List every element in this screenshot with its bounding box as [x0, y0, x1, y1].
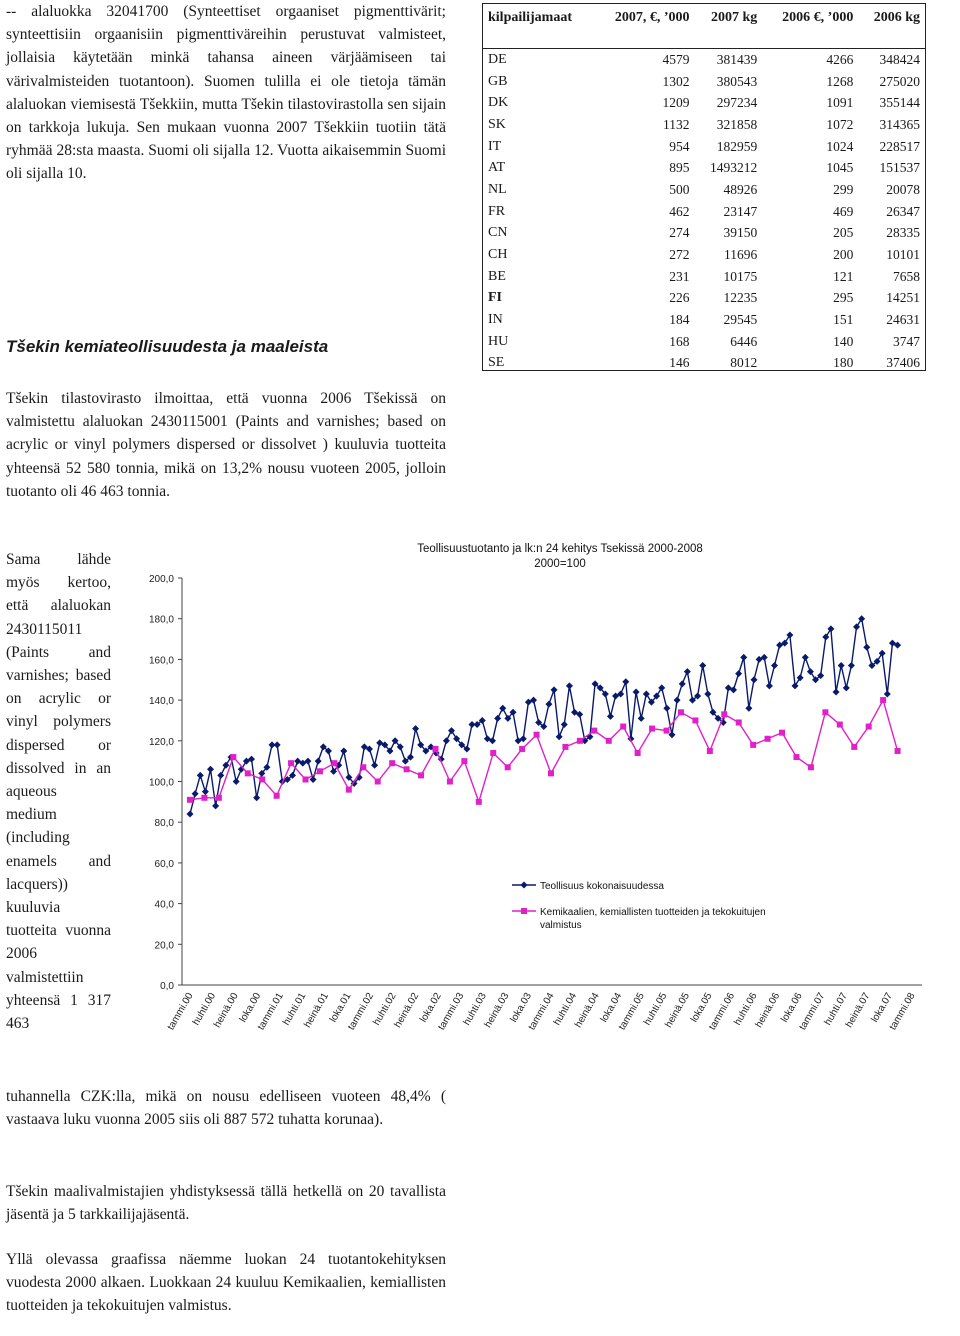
- table-cell-value: 299: [833, 181, 854, 197]
- x-tick-label: huhti.03: [461, 991, 489, 1028]
- y-tick-label: 60,0: [154, 858, 174, 870]
- table-cell-value: 12235: [723, 290, 758, 306]
- series-point-industry: [786, 631, 793, 638]
- table-cell-value: 297234: [716, 95, 758, 111]
- series-point-chemicals: [591, 728, 597, 734]
- table-cell-value: 1091: [826, 95, 854, 111]
- x-tick-label: loka.02: [418, 991, 444, 1025]
- table-cell-value: 1045: [826, 160, 854, 176]
- table-cell-value: 140: [833, 333, 854, 349]
- series-point-chemicals: [620, 724, 626, 730]
- table-cell-value: 7658: [893, 268, 920, 284]
- legend-label-industry: Teollisuus kokonaisuudessa: [540, 881, 664, 892]
- table-cell-value: 381439: [716, 51, 758, 67]
- table-header-row: [483, 4, 925, 49]
- series-point-chemicals: [866, 724, 872, 730]
- x-tick-label: heinä.02: [392, 991, 422, 1030]
- series-point-industry: [192, 790, 199, 797]
- series-point-industry: [607, 713, 614, 720]
- series-point-industry: [853, 623, 860, 630]
- table-row: [483, 136, 925, 158]
- x-tick-label: loka.01: [327, 991, 354, 1025]
- series-point-industry: [766, 682, 773, 689]
- table-cell-value: 10101: [886, 247, 920, 263]
- table-cell-value: 1024: [826, 138, 854, 154]
- table-cell-value: 146: [669, 355, 690, 371]
- table-cell-value: 20078: [886, 181, 920, 197]
- series-point-chemicals: [765, 736, 771, 742]
- series-point-industry: [556, 733, 563, 740]
- series-point-industry: [222, 762, 229, 769]
- x-tick-label: huhti.00: [190, 991, 219, 1028]
- table-row: [483, 353, 925, 375]
- series-point-industry: [750, 676, 757, 683]
- series-point-chemicals: [519, 746, 525, 752]
- x-tick-label: tammi.01: [255, 991, 286, 1033]
- chart-subtitle: 2000=100: [534, 558, 586, 570]
- series-point-industry: [674, 697, 681, 704]
- table-row: [483, 114, 925, 136]
- series-point-chemicals: [736, 719, 742, 725]
- table-row: [483, 49, 925, 71]
- series-point-industry: [792, 682, 799, 689]
- table-cell-value: 14251: [886, 290, 920, 306]
- table-cell-country: DK: [488, 95, 509, 111]
- x-tick-label: loka.03: [508, 991, 535, 1025]
- series-point-industry: [187, 811, 194, 818]
- table-body: [483, 49, 925, 375]
- series-point-industry: [217, 772, 224, 779]
- x-tick-label: tammi.00: [165, 991, 196, 1033]
- series-point-industry: [807, 668, 814, 675]
- series-point-industry: [643, 690, 650, 697]
- table-cell-value: 469: [833, 203, 854, 219]
- series-point-chemicals: [664, 728, 670, 734]
- x-tick-label: huhti.06: [732, 991, 760, 1028]
- series-point-industry: [638, 715, 645, 722]
- series-point-industry: [448, 727, 455, 734]
- series-point-industry: [879, 650, 886, 657]
- table-cell-country: AT: [488, 160, 506, 176]
- table-cell-value: 1268: [826, 73, 854, 89]
- series-point-chemicals: [606, 738, 612, 744]
- table-cell-country: SE: [488, 355, 505, 371]
- table-cell-value: 355144: [879, 95, 920, 111]
- series-point-chemicals: [360, 764, 366, 770]
- series-point-industry: [233, 778, 240, 785]
- series-point-chemicals: [432, 746, 438, 752]
- table-cell-value: 205: [833, 225, 854, 241]
- series-point-industry: [545, 701, 552, 708]
- y-tick-label: 200,0: [148, 574, 174, 585]
- series-point-industry: [684, 668, 691, 675]
- series-point-chemicals: [707, 748, 713, 754]
- y-tick-label: 140,0: [148, 696, 174, 708]
- section-heading: Tšekin kemiateollisuudesta ja maaleista: [6, 337, 329, 356]
- series-point-chemicals: [274, 793, 280, 799]
- series-point-chemicals: [288, 760, 294, 766]
- series-point-industry: [412, 725, 419, 732]
- table-cell-value: 182959: [716, 138, 758, 154]
- chart-svg: [140, 530, 930, 1050]
- series-point-chemicals: [649, 726, 655, 732]
- legend-marker-chemicals: [521, 908, 527, 914]
- x-tick-label: loka.04: [598, 991, 625, 1025]
- chart-description-paragraph: Yllä olevassa graafissa näemme luokan 24 tuotantokehityksen vuodesta 2000 alkaen. Luokkaan 24 kuuluu Kemikaalien, kemiallisten tuotteiden ja tekokuitujen valmistus.: [6, 1251, 446, 1315]
- series-point-industry: [658, 684, 665, 691]
- header-2006-kg: 2006 kg: [858, 4, 925, 49]
- series-point-chemicals: [230, 754, 236, 760]
- table-cell-value: 231: [669, 268, 690, 284]
- table-cell-value: 275020: [879, 73, 920, 89]
- series-point-chemicals: [822, 709, 828, 715]
- table-cell-value: 954: [669, 138, 690, 154]
- x-tick-label: loka.06: [779, 991, 805, 1025]
- table-cell-value: 314365: [879, 116, 920, 132]
- series-point-chemicals: [534, 732, 540, 738]
- table-cell-value: 200: [833, 247, 854, 263]
- x-tick-label: huhti.04: [551, 991, 580, 1028]
- table-cell-value: 895: [669, 160, 690, 176]
- table-cell-value: 1493212: [710, 160, 758, 176]
- table-cell-country: HU: [488, 333, 509, 349]
- table-row: [483, 331, 925, 353]
- series-point-industry: [566, 682, 573, 689]
- x-tick-label: tammi.07: [797, 991, 828, 1033]
- series-point-industry: [622, 678, 629, 685]
- series-point-chemicals: [851, 744, 857, 750]
- series-point-chemicals: [548, 770, 554, 776]
- table-cell-country: FR: [488, 203, 506, 219]
- series-point-chemicals: [476, 799, 482, 805]
- series-point-industry: [633, 688, 640, 695]
- table-cell-country: BE: [488, 268, 506, 284]
- x-tick-label: tammi.05: [616, 991, 647, 1033]
- series-point-chemicals: [447, 779, 453, 785]
- y-tick-label: 0,0: [160, 981, 174, 992]
- table-cell-value: 121: [833, 268, 854, 284]
- series-point-industry: [551, 686, 558, 693]
- table-row: [483, 244, 925, 266]
- series-point-chemicals: [389, 760, 395, 766]
- x-tick-label: loka.05: [688, 991, 715, 1025]
- y-tick-label: 20,0: [154, 940, 174, 952]
- series-point-chemicals: [331, 760, 337, 766]
- series-point-chemicals: [259, 776, 265, 782]
- table-cell-country: DE: [488, 51, 507, 67]
- series-point-industry: [253, 794, 260, 801]
- series-point-chemicals: [895, 748, 901, 754]
- series-point-industry: [848, 662, 855, 669]
- series-point-industry: [197, 772, 204, 779]
- y-tick-label: 80,0: [154, 818, 174, 830]
- series-point-industry: [202, 788, 209, 795]
- x-tick-label: loka.07: [869, 991, 896, 1025]
- table-cell-value: 8012: [730, 355, 758, 371]
- series-point-industry: [371, 762, 378, 769]
- table-row: [483, 201, 925, 223]
- header-2007-kg: 2007 kg: [695, 4, 763, 49]
- series-point-chemicals: [346, 787, 352, 793]
- table-cell-value: 184: [669, 312, 690, 328]
- series-point-industry: [315, 758, 322, 765]
- table-row: [483, 288, 925, 310]
- table-cell-value: 39150: [723, 225, 758, 241]
- x-tick-label: huhti.02: [371, 991, 399, 1028]
- production-paragraph: Tšekin tilastovirasto ilmoittaa, että vuonna 2006 Tšekissä on valmistettu alaluokan 2430115001 (Paints and varnishes; based on acrylic or vinyl polymers dispersed or dissolvet ) kuuluvia tuotteita yhteensä 52 580 tonnia, mikä on 13,2% nousu vuoteen 2005, jolloin tuotanto oli 46 463 tonnia.: [6, 390, 446, 500]
- series-point-industry: [884, 690, 891, 697]
- series-point-industry: [745, 705, 752, 712]
- series-point-chemicals: [375, 779, 381, 785]
- table-cell-value: 23147: [723, 203, 758, 219]
- legend-label-chemicals: Kemikaalien, kemiallisten tuotteiden ja tekokuitujen: [540, 907, 766, 918]
- table-row: [483, 309, 925, 331]
- table-row: [483, 223, 925, 245]
- series-point-chemicals: [505, 764, 511, 770]
- competitor-table: [483, 4, 925, 374]
- table-cell-value: 151537: [879, 160, 920, 176]
- series-point-industry: [663, 705, 670, 712]
- table-cell-country: IT: [488, 138, 502, 154]
- x-tick-label: tammi.04: [526, 991, 557, 1033]
- table-row: [483, 157, 925, 179]
- table-cell-value: 1132: [663, 116, 690, 132]
- series-point-industry: [699, 662, 706, 669]
- series-point-industry: [207, 766, 214, 773]
- table-cell-value: 180: [833, 355, 854, 371]
- series-point-industry: [212, 802, 219, 809]
- table-cell-value: 228517: [879, 138, 920, 154]
- series-point-chemicals: [880, 697, 886, 703]
- production-chart: [140, 530, 930, 1050]
- series-point-industry: [274, 741, 281, 748]
- table-cell-value: 274: [669, 225, 690, 241]
- series-point-industry: [499, 705, 506, 712]
- series-point-chemicals: [303, 776, 309, 782]
- chart-title: Teollisuustuotanto ja lk:n 24 kehitys Tsekissä 2000-2008: [417, 543, 703, 555]
- table-cell-value: 10175: [723, 268, 758, 284]
- series-point-chemicals: [490, 750, 496, 756]
- competitor-table-box: [482, 3, 926, 371]
- series-point-industry: [340, 747, 347, 754]
- series-point-industry: [802, 654, 809, 661]
- table-cell-value: 226: [669, 290, 690, 306]
- table-cell-value: 348424: [879, 51, 920, 67]
- series-point-industry: [827, 625, 834, 632]
- series-point-industry: [858, 615, 865, 622]
- y-tick-label: 100,0: [148, 777, 174, 789]
- association-paragraph: Tšekin maalivalmistajien yhdistyksessä tällä hetkellä on 20 tavallista jäsentä ja 5 tarkkailijajäsentä.: [6, 1183, 446, 1224]
- y-tick-label: 40,0: [154, 899, 174, 911]
- series-point-chemicals: [461, 758, 467, 764]
- series-point-chemicals: [692, 717, 698, 723]
- table-cell-value: 462: [669, 203, 690, 219]
- x-tick-label: huhti.01: [281, 991, 309, 1028]
- x-tick-label: huhti.07: [822, 991, 850, 1028]
- intro-paragraph: -- alaluokka 32041700 (Synteettiset orgaaniset pigmenttivärit; synteettisiin orgaanisiin pigmenttiväreihin perustuvat valmisteet, jollaisia käytetään minkä tahansa aineen värjäämiseen tai värivalmisteiden tuotantoon). Suomen tulilla ei ole tietoja tämän alaluokan viemisestä Tšekkiin, mutta Tšekin tilastovirastolla sen sijain on tarkkoja lukuja. Sen mukaan vuonna 2007 Tšekkiin tuotiin tätä ryhmää 28:sta maasta. Suomi oli sijalla 12. Vuotta aikaisemmin Suomi oli sijalla 10.: [6, 3, 446, 183]
- x-tick-label: heinä.00: [212, 991, 241, 1030]
- series-point-industry: [838, 662, 845, 669]
- header-2006-eur: 2006 €, ’000: [762, 4, 858, 49]
- series-point-chemicals: [577, 738, 583, 744]
- x-tick-label: loka.00: [237, 991, 264, 1025]
- table-cell-value: 1072: [826, 116, 854, 132]
- series-point-industry: [735, 670, 742, 677]
- table-cell-value: 168: [669, 333, 690, 349]
- table-cell-value: 1302: [662, 73, 690, 89]
- x-tick-label: heinä.05: [663, 991, 692, 1030]
- series-point-industry: [771, 662, 778, 669]
- table-row: [483, 92, 925, 114]
- table-cell-country: SK: [488, 116, 506, 132]
- table-cell-country: GB: [488, 73, 508, 89]
- table-cell-value: 29545: [723, 312, 758, 328]
- y-tick-label: 180,0: [148, 614, 174, 626]
- table-cell-country: CH: [488, 247, 508, 263]
- series-point-chemicals: [635, 750, 641, 756]
- table-cell-value: 295: [833, 290, 854, 306]
- series-point-industry: [561, 721, 568, 728]
- series-point-chemicals: [418, 772, 424, 778]
- series-point-chemicals: [245, 770, 251, 776]
- x-tick-label: huhti.05: [642, 991, 670, 1028]
- x-tick-label: heinä.07: [843, 991, 873, 1030]
- series-point-chemicals: [187, 797, 193, 803]
- narrow-column-paragraph-tail: tuhannella CZK:lla, mikä on nousu edelliseen vuoteen 48,4% ( vastaava luku vuonna 2005 siis oli 887 572 tuhatta korunaa).: [6, 1088, 446, 1129]
- series-point-industry: [833, 688, 840, 695]
- table-cell-value: 151: [833, 312, 854, 328]
- x-tick-label: tammi.06: [707, 991, 738, 1033]
- series-point-industry: [494, 715, 501, 722]
- series-point-industry: [704, 690, 711, 697]
- table-row: [483, 179, 925, 201]
- table-cell-value: 26347: [886, 203, 920, 219]
- table-cell-value: 500: [669, 181, 690, 197]
- table-row: [483, 71, 925, 93]
- table-cell-country: FI: [488, 290, 502, 306]
- table-cell-value: 11696: [724, 247, 758, 263]
- table-cell-value: 24631: [886, 312, 920, 328]
- series-point-industry: [843, 684, 850, 691]
- table-cell-country: IN: [488, 312, 503, 328]
- x-tick-label: heinä.01: [302, 991, 331, 1030]
- series-point-industry: [443, 737, 450, 744]
- x-tick-label: heinä.06: [753, 991, 783, 1030]
- series-line-chemicals: [190, 700, 898, 802]
- series-point-chemicals: [404, 766, 410, 772]
- table-cell-value: 6446: [730, 333, 758, 349]
- series-point-industry: [679, 680, 686, 687]
- x-tick-label: heinä.04: [573, 991, 602, 1030]
- narrow-column-paragraph: Sama lähde myös kertoo, että alaluokan 2430115011 (Paints and varnishes; based on acrylic or vinyl polymers dispersed or dissolved in an aqueous medium (including enamels and lacquers)) kuuluvia tuotteita vuonna 2006 valmistettiin yhteensä 1 317 463: [6, 551, 111, 1033]
- table-cell-value: 28335: [886, 225, 920, 241]
- table-cell-value: 3747: [893, 333, 920, 349]
- table-cell-country: CN: [488, 225, 508, 241]
- x-tick-label: tammi.02: [346, 991, 377, 1033]
- series-point-chemicals: [317, 768, 323, 774]
- series-point-industry: [797, 674, 804, 681]
- series-point-chemicals: [721, 711, 727, 717]
- table-cell-value: 1209: [662, 95, 690, 111]
- y-tick-label: 160,0: [148, 655, 174, 667]
- series-point-chemicals: [562, 744, 568, 750]
- y-tick-label: 120,0: [148, 736, 174, 748]
- series-point-chemicals: [678, 709, 684, 715]
- series-line-industry: [190, 619, 898, 814]
- series-point-industry: [822, 634, 829, 641]
- series-point-chemicals: [793, 754, 799, 760]
- table-cell-country: NL: [488, 181, 507, 197]
- header-2007-eur: 2007, €, ’000: [594, 4, 694, 49]
- table-cell-value: 380543: [716, 73, 758, 89]
- table-cell-value: 272: [669, 247, 690, 263]
- series-point-chemicals: [808, 764, 814, 770]
- legend-marker-industry: [521, 882, 528, 889]
- x-tick-label: heinä.03: [482, 991, 512, 1030]
- table-cell-value: 48926: [723, 181, 758, 197]
- table-row: [483, 266, 925, 288]
- series-point-chemicals: [216, 795, 222, 801]
- table-cell-value: 37406: [886, 355, 920, 371]
- series-point-chemicals: [837, 722, 843, 728]
- series-point-industry: [863, 644, 870, 651]
- table-cell-value: 321858: [716, 116, 758, 132]
- series-point-chemicals: [779, 730, 785, 736]
- header-country: kilpailijamaat: [483, 4, 594, 49]
- x-tick-label: tammi.03: [436, 991, 467, 1033]
- table-cell-value: 4266: [826, 51, 854, 67]
- series-point-chemicals: [750, 742, 756, 748]
- series-point-chemicals: [201, 795, 207, 801]
- series-point-industry: [740, 654, 747, 661]
- table-cell-value: 4579: [662, 51, 690, 67]
- legend-label-chemicals-line2: valmistus: [540, 920, 582, 931]
- x-tick-label: tammi.08: [887, 991, 918, 1033]
